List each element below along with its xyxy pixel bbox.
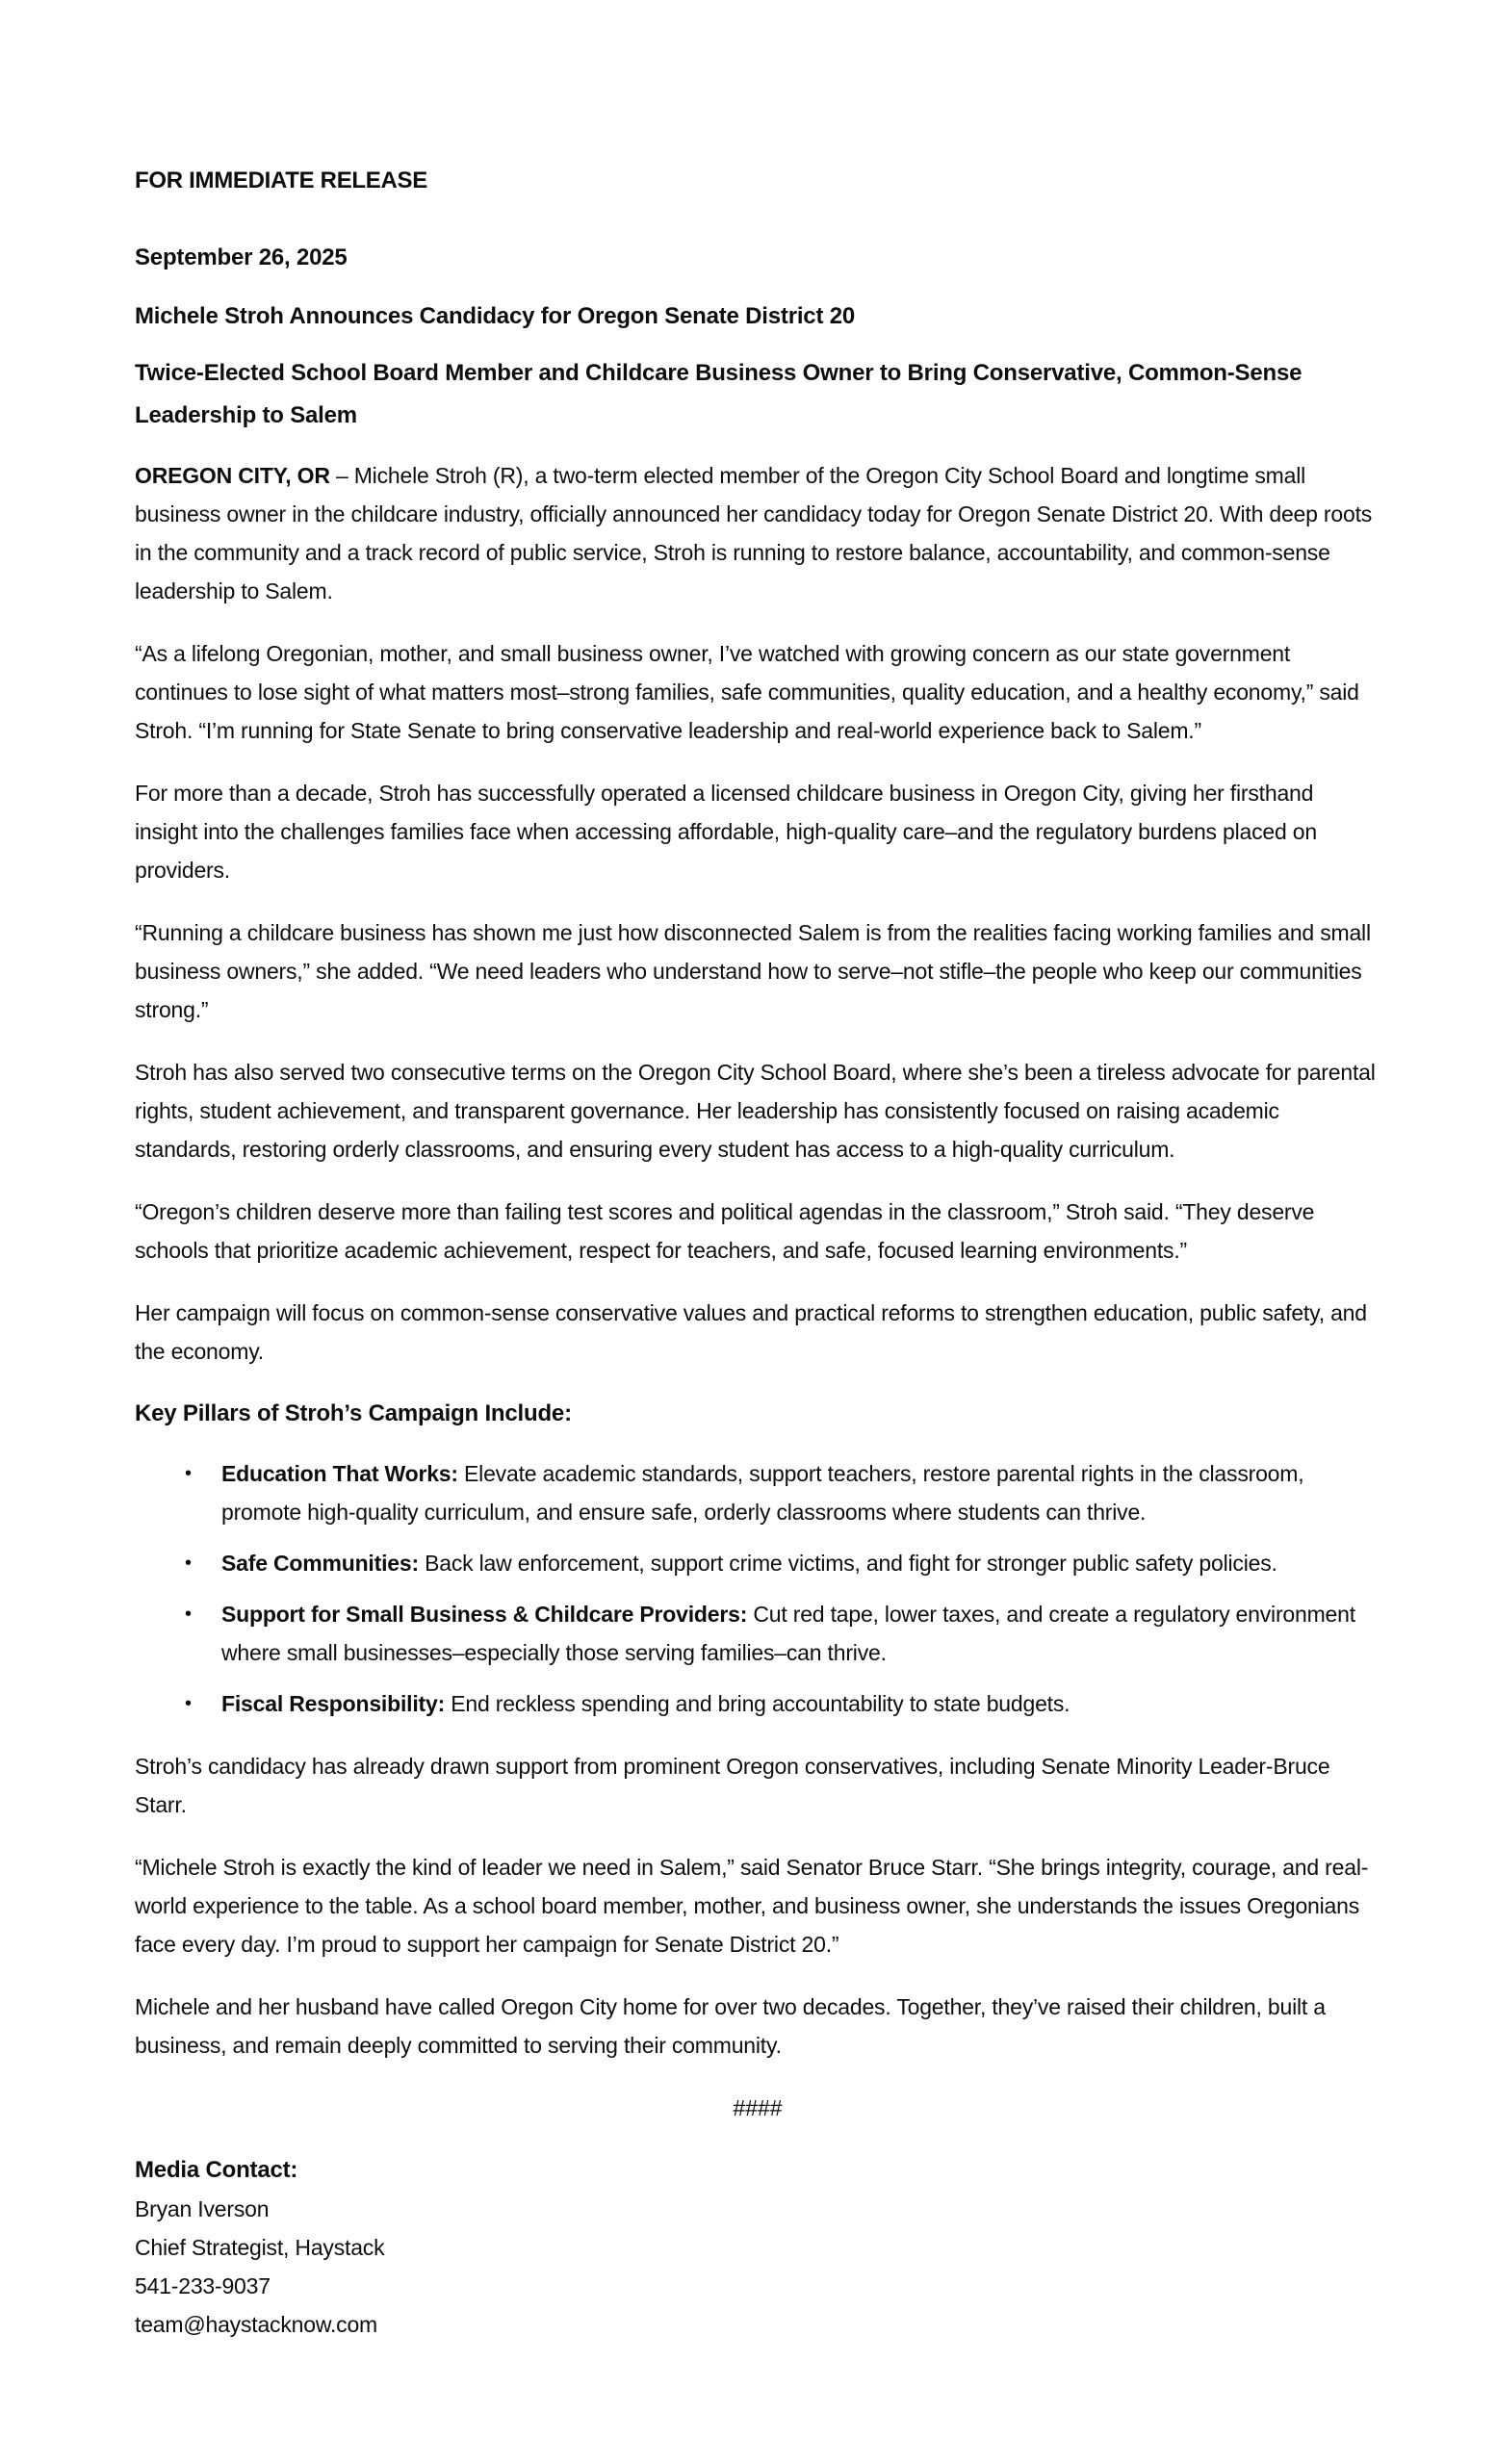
dateline: OREGON CITY, OR xyxy=(135,463,330,488)
paragraph-endorsements: Stroh’s candidacy has already drawn support from prominent Oregon conservatives, including Senate Minority Leader-Bruce Starr. xyxy=(135,1754,1330,1817)
bullet-icon: • xyxy=(185,1693,192,1714)
lede-paragraph xyxy=(135,456,1380,610)
bullet-icon: • xyxy=(185,1604,192,1625)
contact-name: Bryan Iverson xyxy=(135,2196,270,2221)
pillar-safe-communities xyxy=(221,1544,1380,1582)
pillar-text: End reckless spending and bring accountability to state budgets. xyxy=(445,1691,1070,1716)
list-item xyxy=(135,1454,1380,1531)
contact-title: Chief Strategist, Haystack xyxy=(135,2235,385,2260)
list-item xyxy=(135,1684,1380,1723)
list-item xyxy=(135,1595,1380,1672)
pillar-label: Safe Communities: xyxy=(221,1551,419,1576)
pillar-fiscal-responsibility xyxy=(221,1684,1380,1723)
contact-phone: 541-233-9037 xyxy=(135,2273,271,2298)
pillars-list xyxy=(135,1454,1380,1723)
bullet-icon: • xyxy=(185,1553,192,1574)
pillar-text: Back law enforcement, support crime victims, and fight for stronger public safety policies. xyxy=(418,1551,1277,1576)
paragraph-school-board: Stroh has also served two consecutive terms on the Oregon City School Board, where she’s been a tireless advocate for parental rights, student achievement, and transparent governance. Her leadership has consistently focused on raising academic standards, restoring orderly classrooms, and ensuring every student has access to a high-quality curriculum. xyxy=(135,1060,1376,1162)
release-slug: FOR IMMEDIATE RELEASE xyxy=(135,167,427,193)
list-item xyxy=(135,1544,1380,1582)
pillar-small-business xyxy=(221,1595,1380,1672)
paragraph-quote-3: “Oregon’s children deserve more than failing test scores and political agendas in the classroom,” Stroh said. “They deserve schools that prioritize academic achievement, respect for teachers, and safe, focused learning environments.” xyxy=(135,1199,1315,1263)
contact-email: team@haystacknow.com xyxy=(135,2312,378,2337)
lede-text: – Michele Stroh (R), a two-term elected member of the Oregon City School Board and longtime small business owner in the childcare industry, officially announced her candidacy today for Oregon Senate District 20. With deep roots in the community and a track record of public service, Stroh is running to restore balance, accountability, and common-sense leadership to Salem. xyxy=(135,463,1373,603)
paragraph-starr-quote: “Michele Stroh is exactly the kind of leader we need in Salem,” said Senator Bruce Starr. “She brings integrity, courage, and real-world experience to the table. As a school board member, mother, and business owner, she understands the issues Oregonians face every day. I’m proud to support her campaign for Senate District 20.” xyxy=(135,1855,1369,1957)
end-mark: #### xyxy=(733,2095,783,2120)
pillar-education xyxy=(221,1454,1380,1531)
pillar-label: Fiscal Responsibility: xyxy=(221,1691,446,1716)
pillar-label: Support for Small Business & Childcare Providers: xyxy=(221,1602,748,1627)
pillars-heading: Key Pillars of Stroh’s Campaign Include: xyxy=(135,1400,572,1426)
bullet-icon: • xyxy=(185,1463,192,1484)
paragraph-childcare-background: For more than a decade, Stroh has successfully operated a licensed childcare business in Oregon City, giving her firsthand insight into the challenges families face when accessing affordable, high-quality care–and the regulatory burdens placed on providers. xyxy=(135,781,1317,883)
pillar-text: Elevate academic standards, support teachers, restore parental rights in the classroom, promote high-quality curriculum, and ensure safe, orderly classrooms where students can thrive. xyxy=(221,1461,1304,1525)
pillar-text: Cut red tape, lower taxes, and create a regulatory environment where small businesses–especially those serving families–can thrive. xyxy=(221,1602,1355,1665)
headline: Michele Stroh Announces Candidacy for Oregon Senate District 20 xyxy=(135,303,856,329)
media-contact-heading: Media Contact: xyxy=(135,2157,298,2183)
paragraph-quote-1: “As a lifelong Oregonian, mother, and small business owner, I’ve watched with growing concern as our state government continues to lose sight of what matters most–strong families, safe communities, quality education, and a healthy economy,” said Stroh. “I’m running for State Senate to bring conservative leadership and real-world experience back to Salem.” xyxy=(135,641,1359,743)
subheadline: Twice-Elected School Board Member and Childcare Business Owner to Bring Conservative, Common-Sense Leadership to Salem xyxy=(135,360,1303,428)
paragraph-campaign-focus: Her campaign will focus on common-sense conservative values and practical reforms to strengthen education, public safety, and the economy. xyxy=(135,1300,1367,1364)
release-date: September 26, 2025 xyxy=(135,244,348,270)
paragraph-quote-2: “Running a childcare business has shown me just how disconnected Salem is from the realities facing working families and small business owners,” she added. “We need leaders who understand how to serve–not stifle–the people who keep our communities strong.” xyxy=(135,920,1371,1022)
paragraph-personal: Michele and her husband have called Oregon City home for over two decades. Together, they’ve raised their children, built a business, and remain deeply committed to serving their community. xyxy=(135,1994,1326,2058)
pillar-label: Education That Works: xyxy=(221,1461,458,1486)
